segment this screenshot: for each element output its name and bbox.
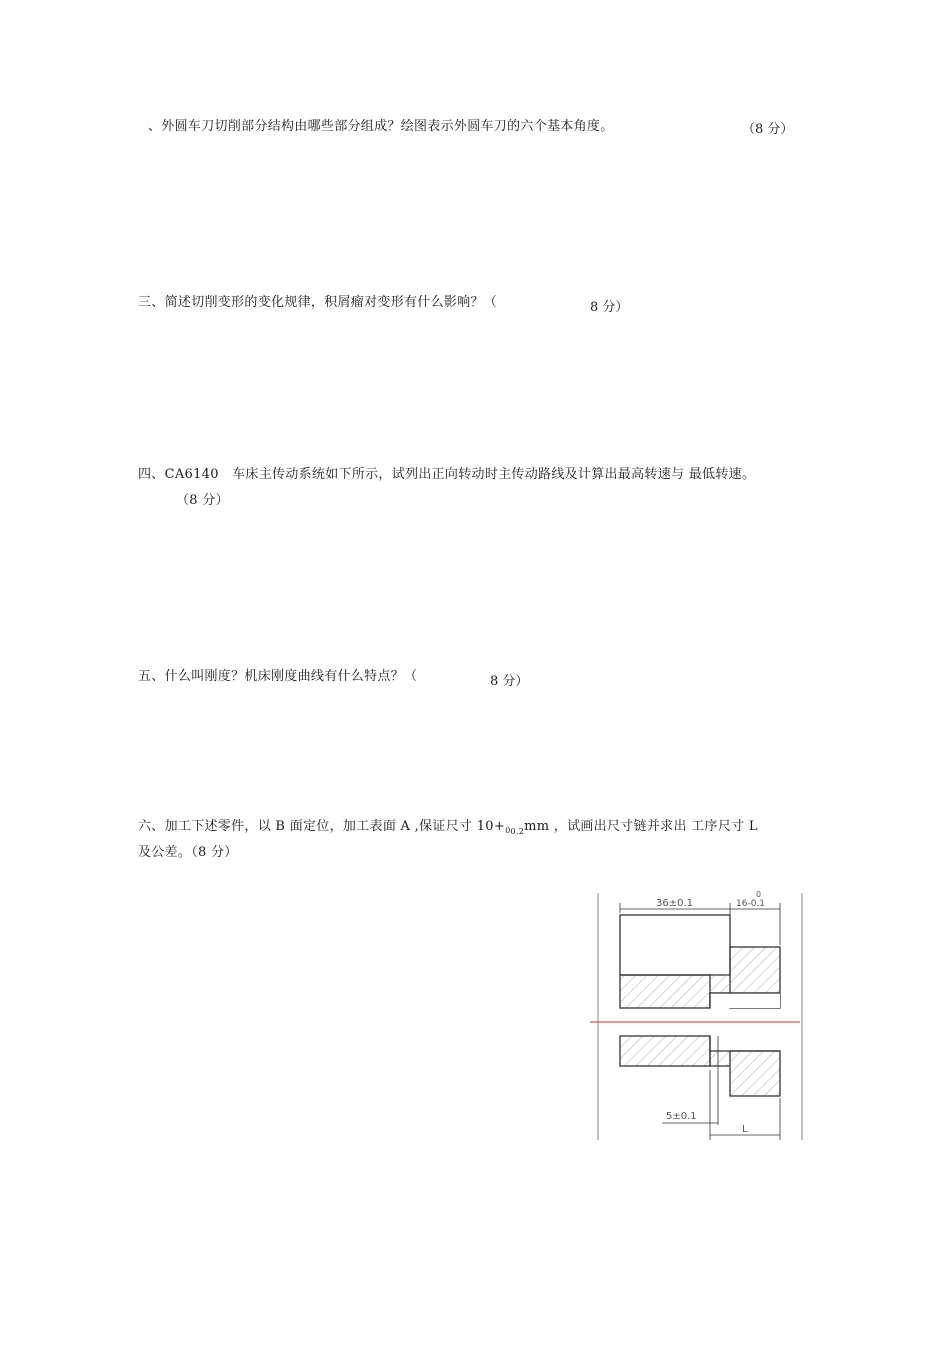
- question-3: [138, 290, 497, 316]
- question-3-score: 8 分）: [590, 300, 629, 315]
- question-3-text: 三、简述切削变形的变化规律，积屑瘤对变形有什么影响？（: [138, 295, 498, 310]
- question-6-line2: 及公差。（8 分）: [138, 845, 238, 860]
- question-5-score: 8 分）: [490, 674, 529, 689]
- question-5: [138, 664, 417, 690]
- question-6: [138, 814, 758, 841]
- dim-5-label: 5±0.1: [666, 1111, 697, 1122]
- dim-16-upper-label: 0: [756, 890, 762, 899]
- question-6-text-b: mm ，试画出尺寸链并求出 工序尺寸 L: [524, 819, 758, 834]
- question-4: [138, 462, 755, 488]
- part-upper-body: [620, 915, 730, 975]
- question-6-text-a: 六、加工下述零件，以 B 面定位，加工表面 A ,保证尺寸 10+: [138, 819, 506, 834]
- question-4-score: （8 分）: [176, 493, 229, 508]
- tolerance-lower: 0.2: [510, 827, 525, 836]
- part-step-upper: [710, 975, 730, 993]
- tolerance-upper: 0: [505, 826, 511, 835]
- question-2: [148, 114, 614, 140]
- dim-16-label: 16-0.1: [736, 899, 766, 909]
- dim-36-label: 36±0.1: [656, 898, 694, 909]
- question-4-text: 四、CA6140 车床主传动系统如下所示，试列出正向转动时主传动路线及计算出最高转速与 最低转速。: [138, 467, 756, 482]
- part-drawing: [590, 885, 810, 1145]
- part-flange-lower: [730, 1051, 780, 1096]
- dim-L-label: L: [742, 1124, 748, 1135]
- question-2-score: （8 分）: [742, 122, 794, 137]
- part-lower-hatch: [620, 1036, 710, 1066]
- part-upper-hatch: [620, 975, 710, 1008]
- question-5-text: 五、什么叫刚度？机床刚度曲线有什么特点？（: [138, 669, 418, 684]
- question-2-text: 、外圆车刀切削部分结构由哪些部分组成？绘图表示外圆车刀的六个基本角度。: [148, 119, 614, 134]
